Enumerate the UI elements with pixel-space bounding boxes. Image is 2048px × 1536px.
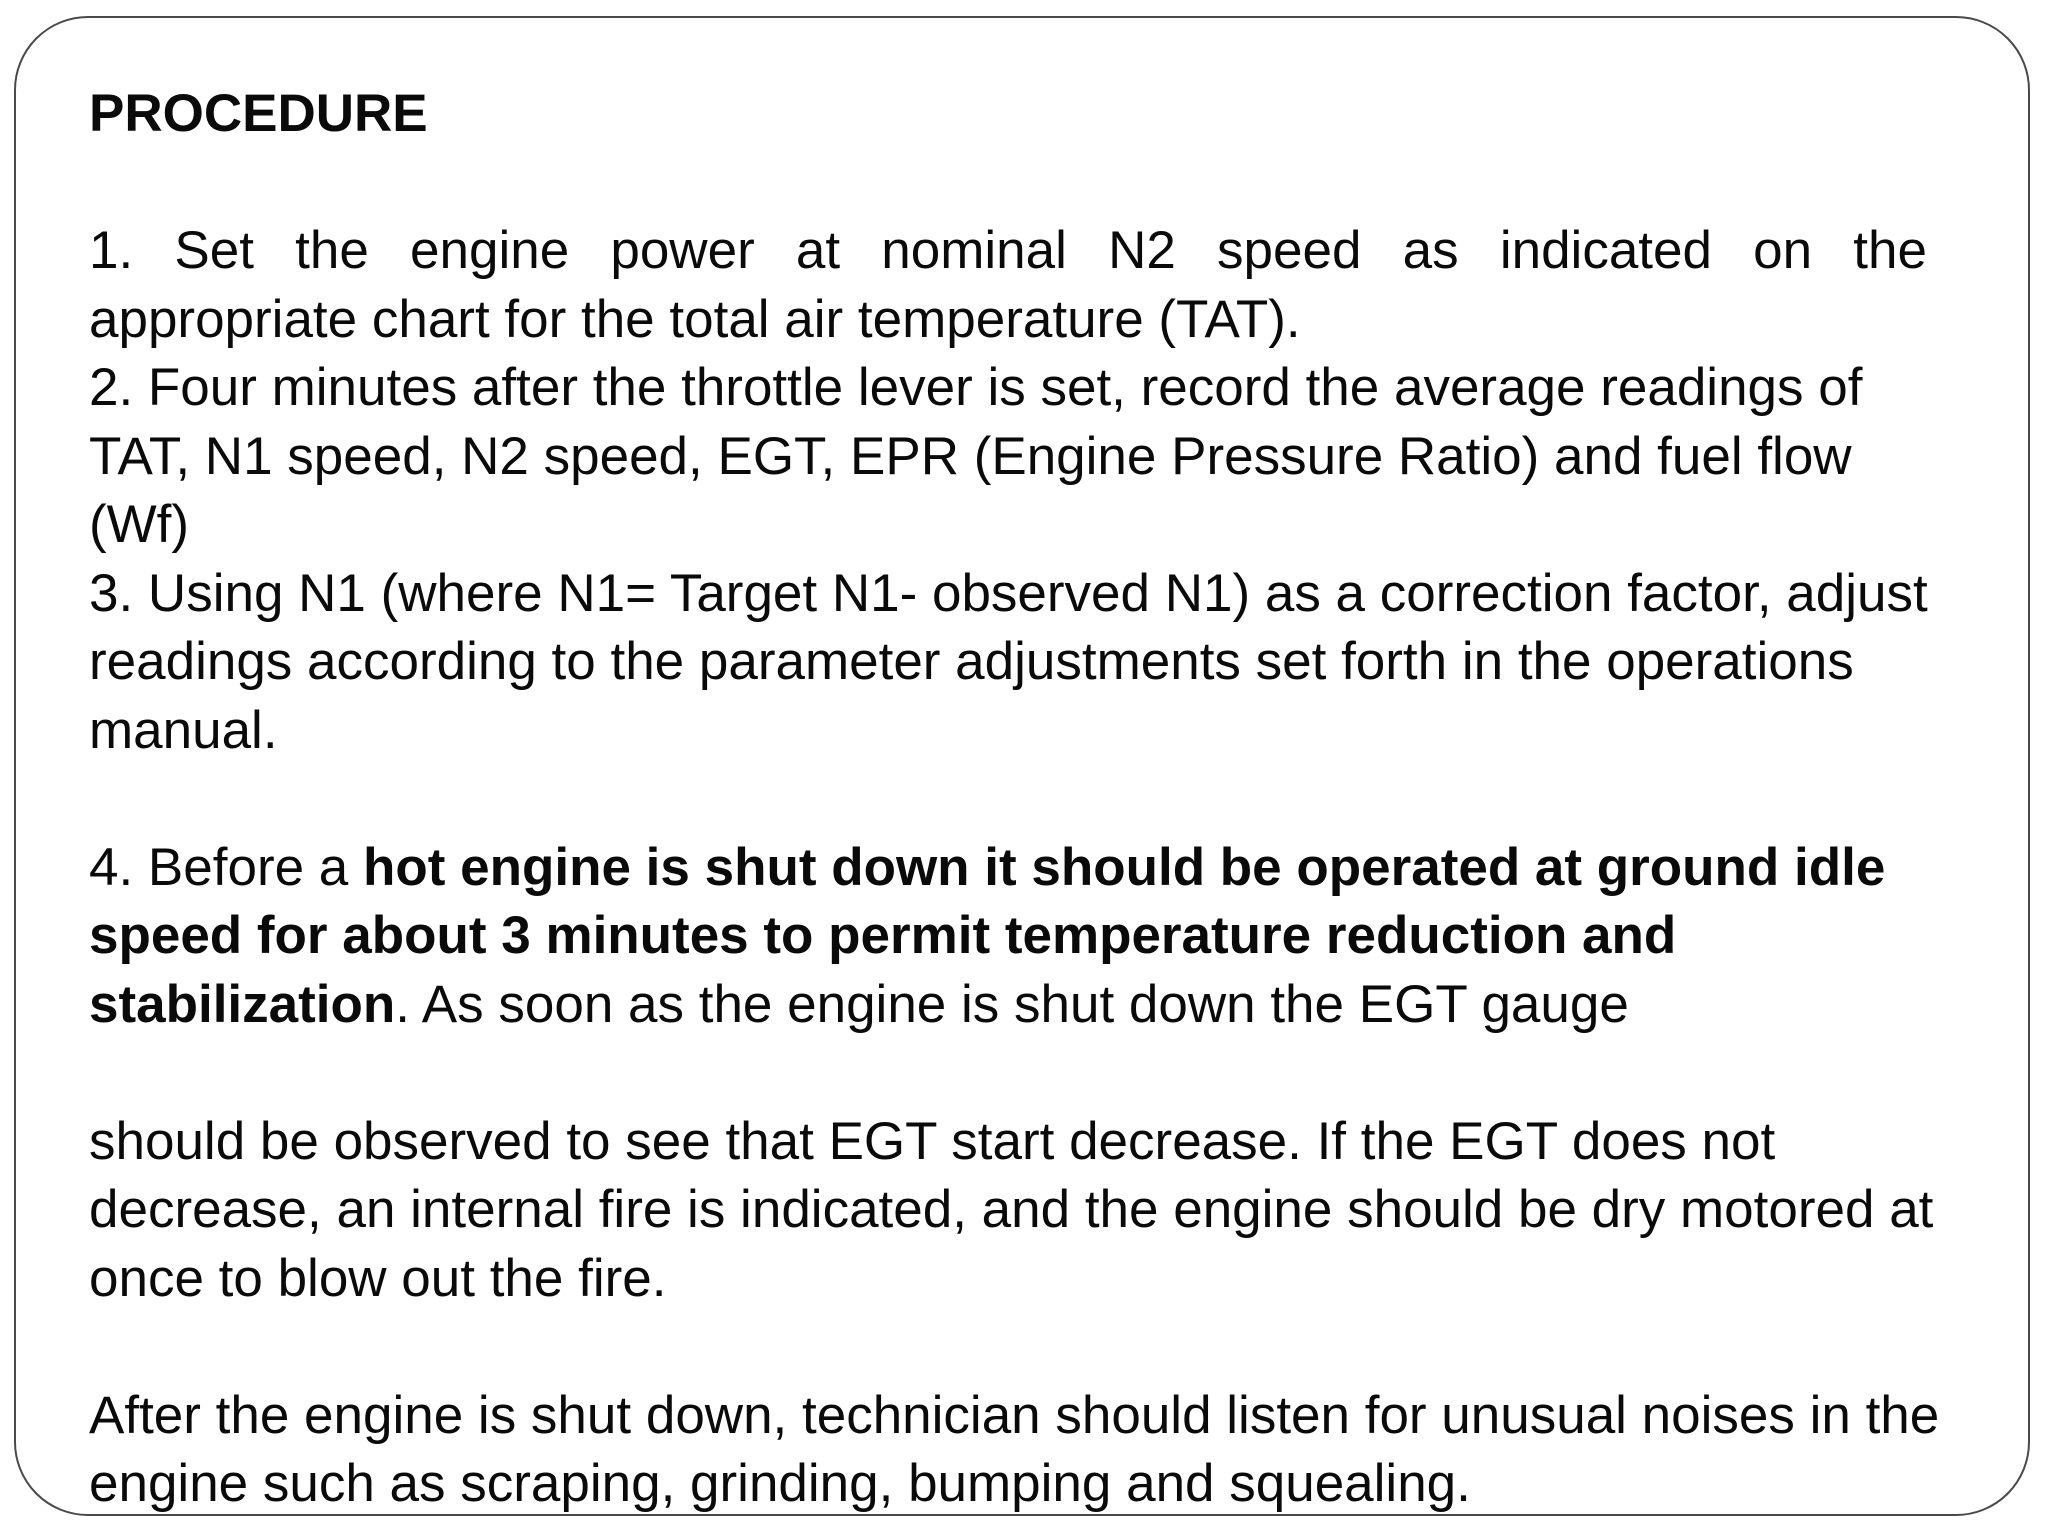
page-title: PROCEDURE <box>89 84 428 143</box>
step-1 <box>89 217 1949 354</box>
word: indicated <box>1499 221 1712 280</box>
word: as <box>1402 221 1459 280</box>
spacer <box>89 765 1949 834</box>
step-4 <box>89 834 1949 1040</box>
slide-content <box>89 80 1949 1519</box>
word: at <box>795 221 841 280</box>
step-4-emphasis: hot engine is shut down it should be operated at ground idle speed for about 3 minutes to permit temperature reduction and stabilization <box>89 837 1886 1034</box>
word: speed <box>1217 221 1362 280</box>
after-shutdown-paragraph: After the engine is shut down, technician should listen for unusual noises in the engine such as scraping, grinding, bumping and squealing. <box>89 1385 1940 1513</box>
word: the <box>1853 221 1927 280</box>
word: engine <box>410 221 570 280</box>
word: 1. <box>89 221 134 280</box>
word: Set <box>174 221 254 280</box>
word: power <box>610 221 755 280</box>
word: on <box>1753 221 1813 280</box>
word: the <box>295 221 369 280</box>
step-2: 2. Four minutes after the throttle lever is set, record the average readings of TAT, N1 speed, N2 speed, EGT, EPR (Engine Pressure Ratio) and fuel flow (Wf) <box>89 358 1863 554</box>
spacer <box>89 1313 1949 1382</box>
spacer <box>89 1039 1949 1108</box>
step-4-prefix: 4. Before a <box>89 837 364 897</box>
step-3: 3. Using N1 (where N1= Target N1- observed N1) as a correction factor, adjust readings according to the parameter adjustments set forth in the operations manual. <box>89 563 1928 760</box>
word: N2 <box>1108 221 1176 280</box>
spacer <box>89 149 1949 218</box>
step-1-line-1 <box>89 217 1927 286</box>
egt-paragraph: should be observed to see that EGT start decrease. If the EGT does not decrease, an internal fire is indicated, and the engine should be dry motored at once to blow out the fire. <box>89 1111 1934 1308</box>
step-4-suffix: . As soon as the engine is shut down the EGT gauge <box>395 974 1629 1034</box>
step-1-line-2: appropriate chart for the total air temperature (TAT). <box>89 289 1301 349</box>
word: nominal <box>881 221 1067 280</box>
